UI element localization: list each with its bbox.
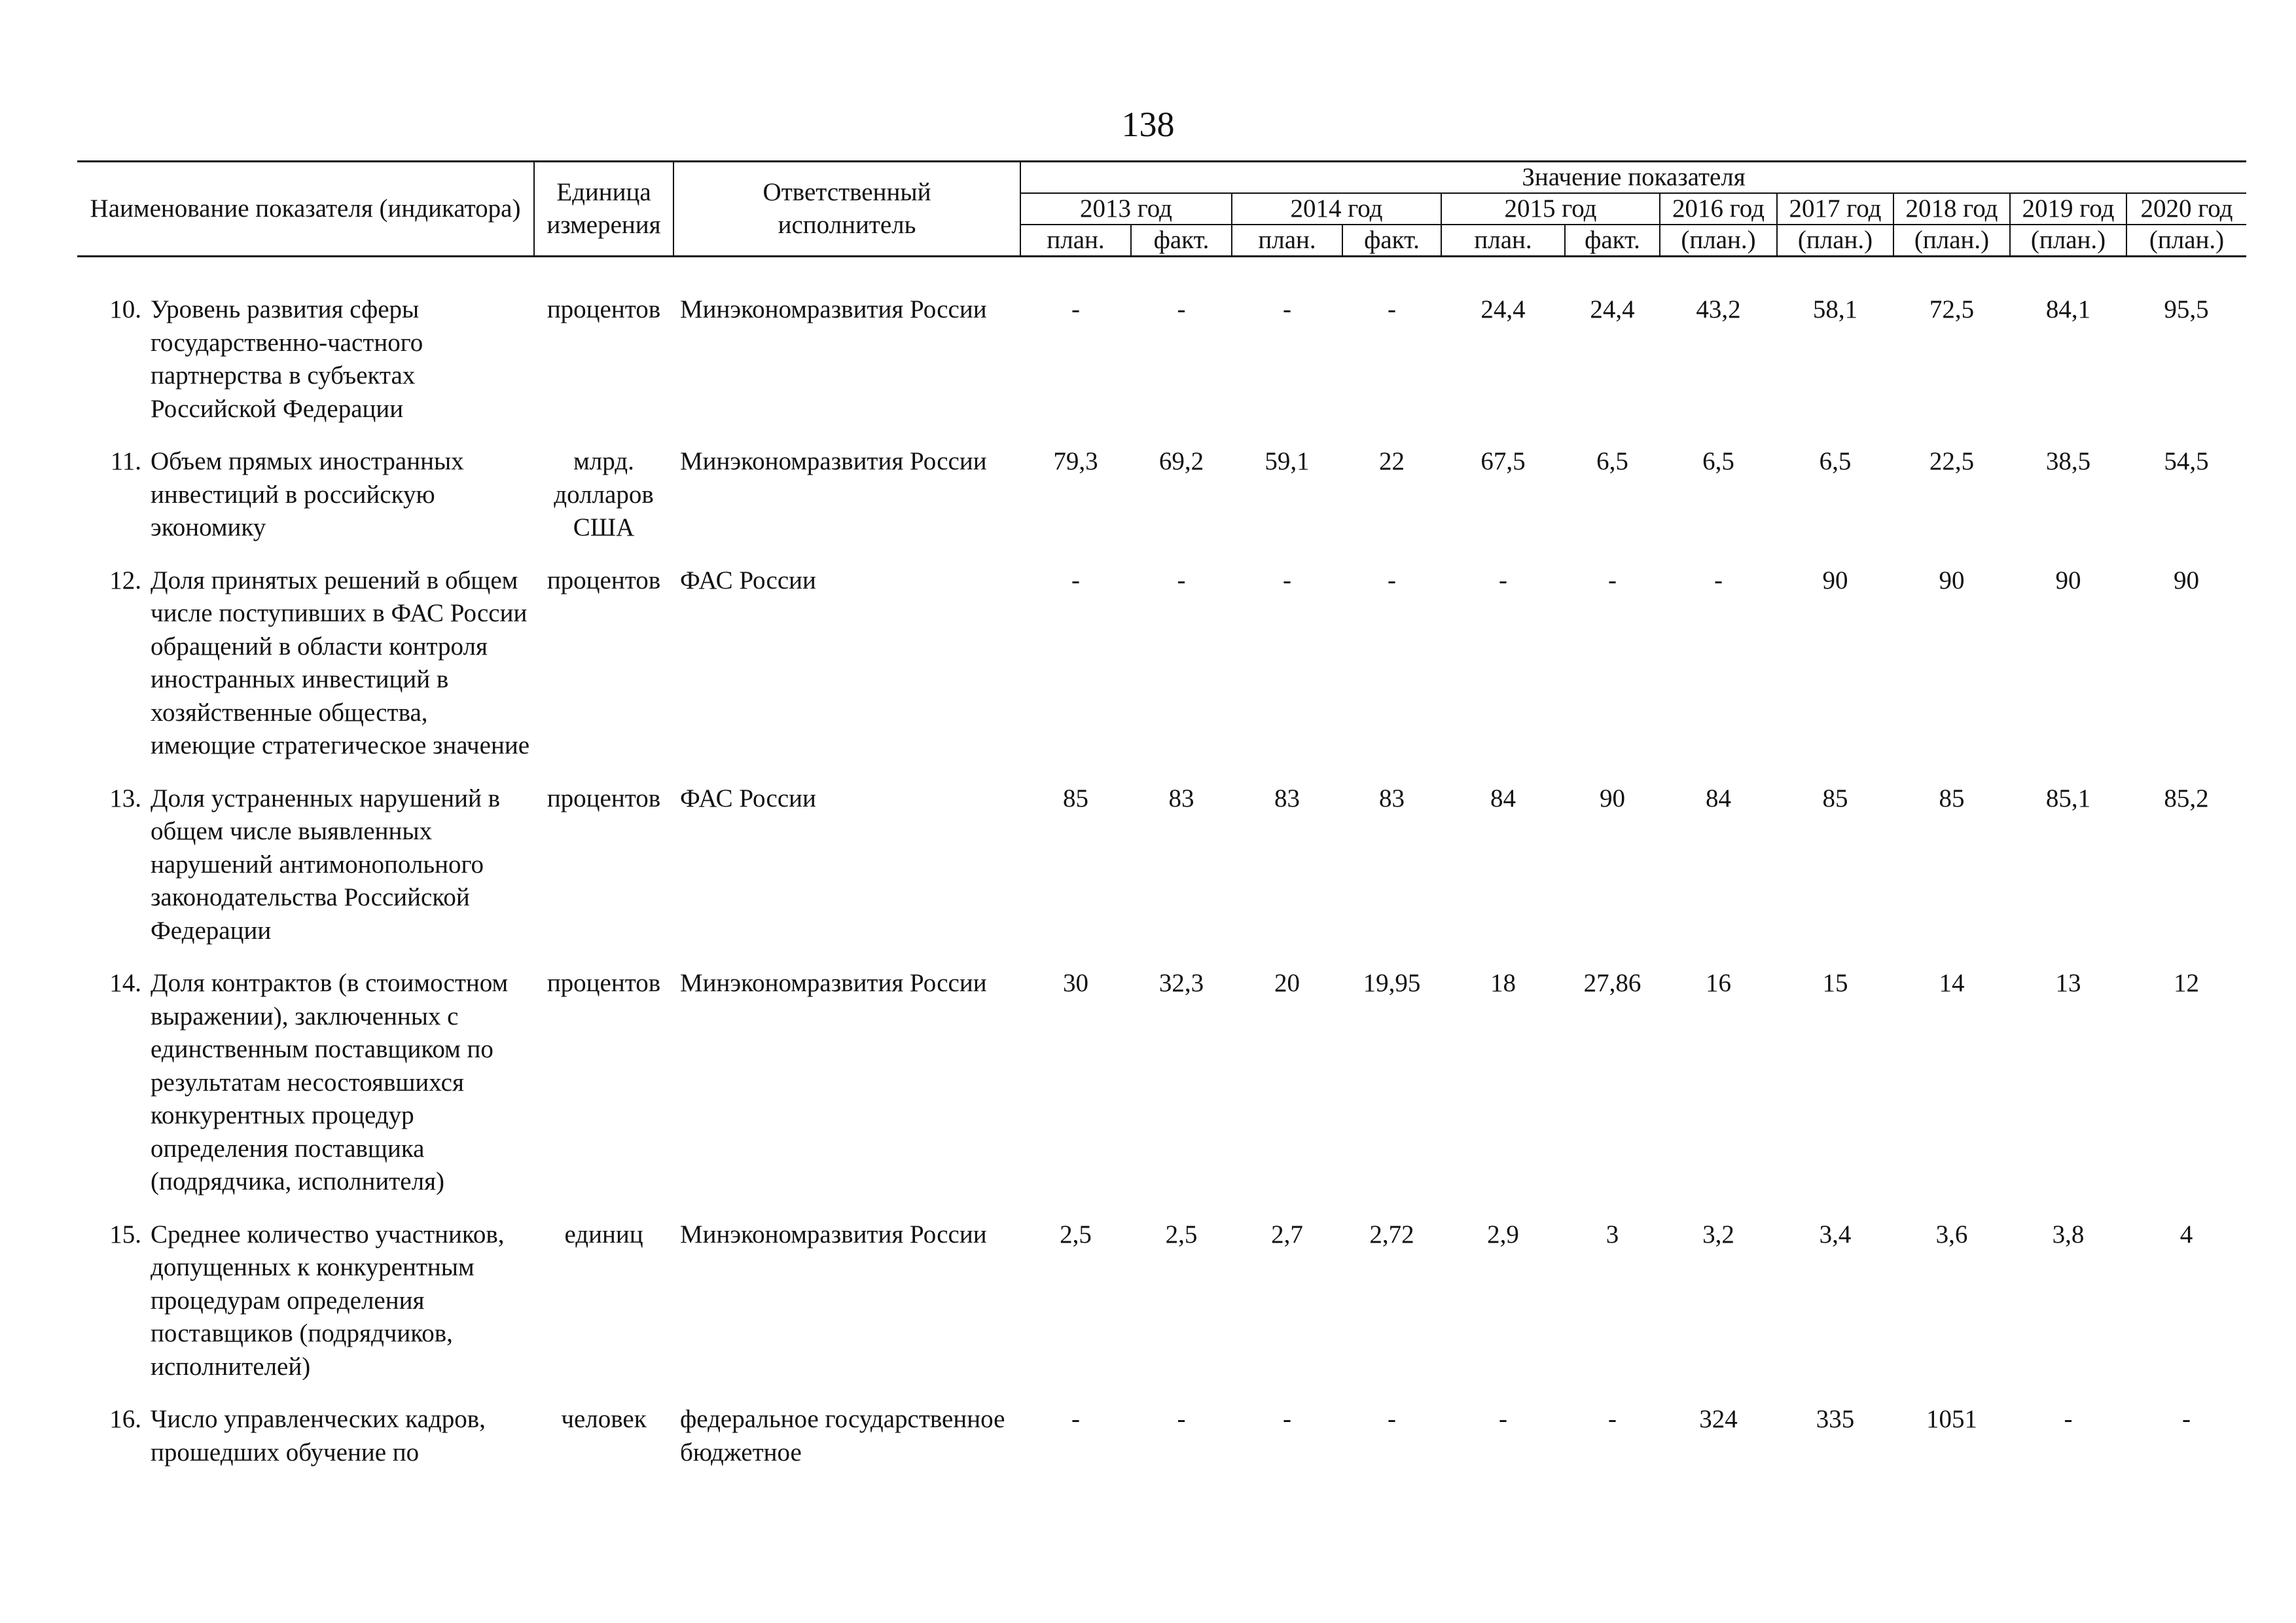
header-year-2019: 2019 год <box>2010 193 2126 225</box>
indicator-name: Доля принятых решений в общем числе поступивших в ФАС России обращений в области контроля иностранных инвестиций в хозяйственные общества, имеющие стратегическое значение <box>151 566 530 759</box>
value-2016-plan: - <box>1714 566 1723 594</box>
value-2020-plan: 54,5 <box>2164 447 2209 475</box>
value-2020-plan: 85,2 <box>2164 784 2209 812</box>
responsible-cell: Минэкономразвития России <box>680 295 987 323</box>
table-row <box>77 1403 2246 1489</box>
header-fact-2015: факт. <box>1565 225 1660 257</box>
row-number: 12. <box>109 566 141 594</box>
value-2016-plan: 16 <box>1706 969 1731 997</box>
value-2013-plan: 79,3 <box>1053 447 1098 475</box>
indicator-name: Доля устраненных нарушений в общем числе выявленных нарушений антимонопольного законодательства Российской Федерации <box>151 784 501 945</box>
row-number: 15. <box>109 1220 141 1249</box>
value-2018-plan: 1051 <box>1926 1405 1977 1433</box>
value-2015-plan: 24,4 <box>1480 295 1526 323</box>
value-2016-plan: 6,5 <box>1702 447 1734 475</box>
value-2020-plan: 95,5 <box>2164 295 2209 323</box>
header-year-2016: 2016 год <box>1660 193 1777 225</box>
responsible-cell: федеральное государственное бюджетное <box>680 1405 1005 1467</box>
row-number: 13. <box>109 784 141 812</box>
value-2017-plan: 85 <box>1822 784 1848 812</box>
value-2019-plan: 85,1 <box>2045 784 2091 812</box>
value-2016-plan: 84 <box>1706 784 1731 812</box>
value-2013-fact: - <box>1177 295 1186 323</box>
table-row <box>77 564 2246 782</box>
responsible-cell: Минэкономразвития России <box>680 969 987 997</box>
header-year-2017: 2017 год <box>1777 193 1893 225</box>
unit-cell: млрд. долларов США <box>554 447 654 541</box>
value-2013-fact: 32,3 <box>1158 969 1204 997</box>
table-row <box>77 293 2246 445</box>
value-2018-plan: 14 <box>1939 969 1965 997</box>
value-2017-plan: 15 <box>1822 969 1848 997</box>
value-2015-fact: - <box>1608 566 1617 594</box>
header-resp-col: Ответственный исполнитель <box>673 162 1020 257</box>
page-number: 138 <box>1121 105 1175 144</box>
value-2014-plan: - <box>1283 566 1291 594</box>
value-2019-plan: - <box>2064 1405 2073 1433</box>
unit-cell: человек <box>561 1405 647 1433</box>
value-2018-plan: 22,5 <box>1929 447 1975 475</box>
value-2015-fact: 24,4 <box>1590 295 1635 323</box>
header-plan-2014: план. <box>1232 225 1342 257</box>
header-fact-2013: факт. <box>1131 225 1232 257</box>
value-2016-plan: 3,2 <box>1702 1220 1734 1249</box>
value-2015-plan: - <box>1499 566 1507 594</box>
value-2020-plan: 90 <box>2174 566 2199 594</box>
header-year-2020: 2020 год <box>2126 193 2246 225</box>
value-2013-fact: 83 <box>1168 784 1194 812</box>
unit-cell: единиц <box>564 1220 643 1249</box>
value-2015-fact: - <box>1608 1405 1617 1433</box>
value-2014-fact: 83 <box>1379 784 1405 812</box>
value-2015-fact: 6,5 <box>1596 447 1628 475</box>
responsible-cell: Минэкономразвития России <box>680 1220 987 1249</box>
row-number: 14. <box>109 969 141 997</box>
value-2015-plan: - <box>1499 1405 1507 1433</box>
value-2014-fact: 22 <box>1379 447 1405 475</box>
value-2013-plan: 2,5 <box>1060 1220 1092 1249</box>
value-2018-plan: 85 <box>1939 784 1965 812</box>
header-fact-2014: факт. <box>1342 225 1441 257</box>
value-2018-plan: 3,6 <box>1935 1220 1968 1249</box>
header-value-group: Значение показателя <box>1020 162 2246 194</box>
value-2015-plan: 2,9 <box>1487 1220 1519 1249</box>
value-2013-plan: - <box>1071 295 1080 323</box>
value-2015-fact: 90 <box>1600 784 1625 812</box>
unit-cell: процентов <box>547 969 661 997</box>
value-2015-fact: 3 <box>1605 1220 1619 1249</box>
responsible-cell: ФАС России <box>680 566 816 594</box>
value-2015-fact: 27,86 <box>1583 969 1641 997</box>
value-2020-plan: 4 <box>2179 1220 2193 1249</box>
header-year-2018: 2018 год <box>1893 193 2010 225</box>
value-2014-plan: 59,1 <box>1265 447 1310 475</box>
unit-cell: процентов <box>547 295 661 323</box>
value-2013-fact: 2,5 <box>1165 1220 1198 1249</box>
header-plan-2013: план. <box>1020 225 1131 257</box>
value-2013-plan: - <box>1071 566 1080 594</box>
header-plan-2018: (план.) <box>1893 225 2010 257</box>
value-2013-plan: 30 <box>1063 969 1088 997</box>
unit-cell: процентов <box>547 566 661 594</box>
value-2013-plan: - <box>1071 1405 1080 1433</box>
value-2019-plan: 13 <box>2055 969 2081 997</box>
value-2016-plan: 43,2 <box>1696 295 1741 323</box>
value-2017-plan: 335 <box>1816 1405 1855 1433</box>
indicator-name: Доля контрактов (в стоимостном выражении), заключенных с единственным поставщиком по результатам несостоявшихся конкурентных процедур определения поставщика (подрядчика, исполнителя) <box>151 969 509 1195</box>
value-2019-plan: 38,5 <box>2045 447 2091 475</box>
value-2020-plan: - <box>2182 1405 2191 1433</box>
value-2017-plan: 58,1 <box>1812 295 1858 323</box>
value-2015-plan: 18 <box>1490 969 1516 997</box>
value-2014-fact: - <box>1388 1405 1396 1433</box>
header-year-2013: 2013 год <box>1020 193 1232 225</box>
responsible-cell: ФАС России <box>680 784 816 812</box>
indicator-name: Число управленческих кадров, прошедших обучение по <box>151 1405 486 1467</box>
value-2013-fact: - <box>1177 566 1186 594</box>
value-2019-plan: 84,1 <box>2045 295 2091 323</box>
header-year-2014: 2014 год <box>1232 193 1441 225</box>
value-2015-plan: 67,5 <box>1480 447 1526 475</box>
value-2014-plan: - <box>1283 1405 1291 1433</box>
indicator-name: Объем прямых иностранных инвестиций в российскую экономику <box>151 447 464 541</box>
value-2013-plan: 85 <box>1063 784 1088 812</box>
indicator-name: Уровень развития сферы государственно-частного партнерства в субъектах Российской Федерации <box>151 295 423 423</box>
value-2018-plan: 90 <box>1939 566 1965 594</box>
value-2017-plan: 6,5 <box>1819 447 1852 475</box>
row-number: 10. <box>109 295 141 323</box>
value-2016-plan: 324 <box>1699 1405 1738 1433</box>
value-2014-plan: 2,7 <box>1271 1220 1303 1249</box>
table-row <box>77 1218 2246 1404</box>
indicator-name: Среднее количество участников, допущенных к конкурентным процедурам определения поставщиков (подрядчиков, исполнителей) <box>151 1220 505 1381</box>
row-number: 11. <box>110 447 141 475</box>
row-number: 16. <box>109 1405 141 1433</box>
value-2015-plan: 84 <box>1490 784 1516 812</box>
value-2014-fact: - <box>1388 566 1396 594</box>
header-year-2015: 2015 год <box>1441 193 1660 225</box>
value-2014-fact: 2,72 <box>1369 1220 1414 1249</box>
header-plan-2015: план. <box>1441 225 1565 257</box>
header-plan-2020: (план.) <box>2126 225 2246 257</box>
responsible-cell: Минэкономразвития России <box>680 447 987 475</box>
value-2014-plan: 20 <box>1274 969 1300 997</box>
header-plan-2016: (план.) <box>1660 225 1777 257</box>
value-2014-plan: - <box>1283 295 1291 323</box>
indicator-table <box>77 293 2246 1489</box>
value-2013-fact: - <box>1177 1405 1186 1433</box>
table-header <box>77 160 2246 257</box>
table-row <box>77 445 2246 564</box>
value-2018-plan: 72,5 <box>1929 295 1975 323</box>
unit-cell: процентов <box>547 784 661 812</box>
value-2017-plan: 90 <box>1822 566 1848 594</box>
value-2014-fact: 19,95 <box>1363 969 1421 997</box>
value-2014-fact: - <box>1388 295 1396 323</box>
value-2020-plan: 12 <box>2174 969 2199 997</box>
value-2013-fact: 69,2 <box>1158 447 1204 475</box>
value-2019-plan: 90 <box>2055 566 2081 594</box>
header-plan-2019: (план.) <box>2010 225 2126 257</box>
table-row <box>77 967 2246 1218</box>
header-name-col: Наименование показателя (индикатора) <box>77 162 534 257</box>
value-2017-plan: 3,4 <box>1819 1220 1852 1249</box>
value-2014-plan: 83 <box>1274 784 1300 812</box>
header-plan-2017: (план.) <box>1777 225 1893 257</box>
table-row <box>77 782 2246 968</box>
value-2019-plan: 3,8 <box>2052 1220 2085 1249</box>
header-unit-col: Единица измерения <box>534 162 673 257</box>
